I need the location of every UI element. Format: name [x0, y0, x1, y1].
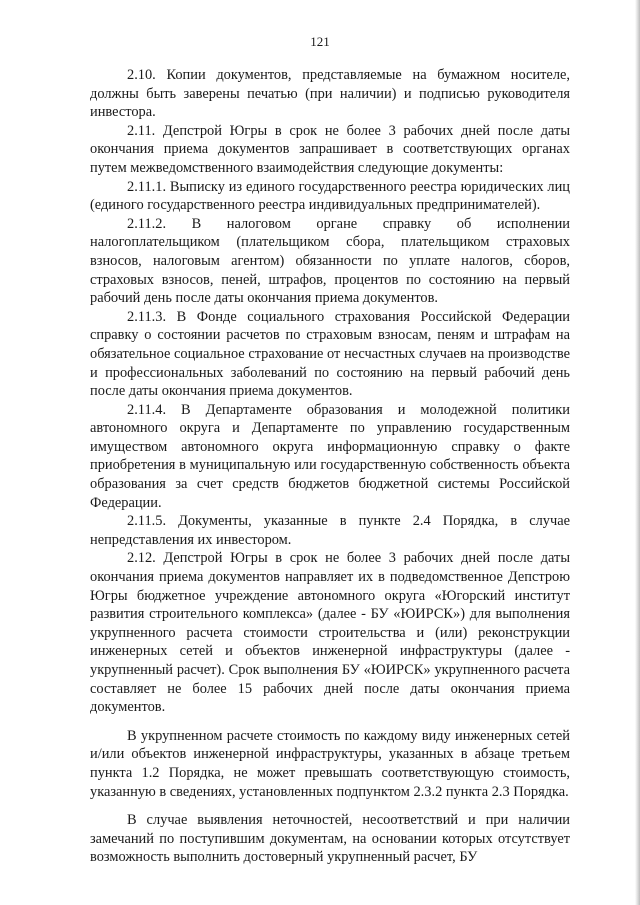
page-number: 121 [310, 34, 330, 49]
paragraph-2-11-1: 2.11.1. Выписку из единого государственного реестра юридических лиц (единого государственного реестра индивидуальных предпринимателей). [90, 178, 570, 214]
paragraph-2-10: 2.10. Копии документов, представляемые на бумажном носителе, должны быть заверены печатью (при наличии) и подписью руководителя инвестора. [90, 67, 570, 121]
paragraph-2-11: 2.11. Депстрой Югры в срок не более 3 рабочих дней после даты окончания приема документов запрашивает в соответствующих органах путем межведомственного взаимодействия следующие документы: [90, 122, 570, 176]
paragraph-estimate-limit: В укрупненном расчете стоимость по каждому виду инженерных сетей и/или объектов инженерной инфраструктуры, указанных в абзаце третьем пункта 1.2 Порядка, не может превышать соответствующую стоимость, указанную в сведениях, установленных подпунктом 2.3.2 пункта 2.3 Порядка. [90, 727, 570, 800]
paragraph-2-11-2: 2.11.2. В налоговом органе справку об исполнении налогоплательщиком (плательщиком сбора, плательщиком страховых взносов, налоговым агентом) обязанности по уплате налогов, сборов, страховых взносов, пеней, штрафов, процентов по состоянию на первый рабочий день после даты окончания приема документов. [90, 215, 570, 307]
paragraph-2-12: 2.12. Депстрой Югры в срок не более 3 рабочих дней после даты окончания приема документов направляет их в подведомственное Депстрою Югры бюджетное учреждение автономного округа «Югорский институт развития строительного комплекса» (далее - БУ «ЮИРСК») для выполнения укрупненного расчета стоимости строительства и (или) реконструкции инженерных сетей и объектов инженерной инфраструктуры (далее - укрупненный расчет). Срок выполнения БУ «ЮИРСК» укрупненного расчета составляет не более 15 рабочих дней после даты окончания приема документов. [90, 550, 570, 716]
paragraph-2-11-5: 2.11.5. Документы, указанные в пункте 2.4 Порядка, в случае непредставления их инвестором. [90, 513, 570, 548]
paragraph-2-11-4: 2.11.4. В Департаменте образования и молодежной политики автономного округа и Департаменте по управлению государственным имуществом автономного округа информационную справку о факте приобретения в муниципальную или государственную собственность объекта образования за счет средств бюджетов бюджетной системы Российской Федерации. [90, 401, 570, 511]
paragraph-2-11-3: 2.11.3. В Фонде социального страхования Российской Федерации справку о состоянии расчетов по страховым взносам, пеням и штрафам на обязательное социальное страхование от несчастных случаев на производстве и профессиональных заболеваний по состоянию на первый рабочий день после даты окончания приема документов. [90, 308, 570, 400]
page-edge-shadow [635, 0, 640, 905]
paragraph-inaccuracies: В случае выявления неточностей, несоответствий и при наличии замечаний по поступившим документам, на основании которых отсутствует возможность выполнить достоверный укрупненный расчет, БУ [90, 812, 570, 866]
document-body [90, 66, 570, 867]
